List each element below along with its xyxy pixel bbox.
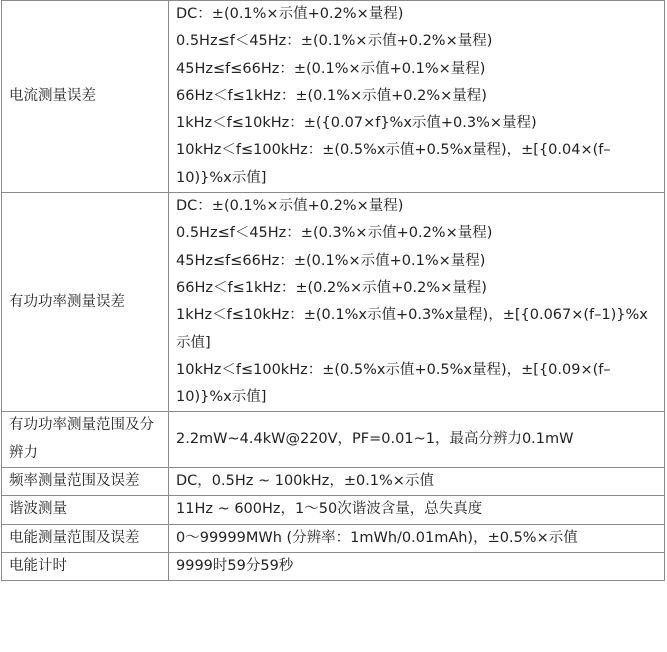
row-value-harmonics	[169, 496, 665, 524]
value-line: 0.5Hz≤f＜45Hz：±(0.1%×示值+0.2%×量程)	[176, 33, 493, 50]
row-label-active-power-range: 有功功率测量范围及分辨力	[2, 412, 169, 468]
table-row	[2, 1, 665, 193]
value-line: DC，0.5Hz ~ 100kHz，±0.1%×示值	[176, 473, 434, 490]
value-line: 11Hz ~ 600Hz，1～50次谐波含量，总失真度	[176, 501, 483, 518]
row-label-active-power-error: 有功功率测量误差	[2, 193, 169, 412]
spec-table	[1, 0, 665, 581]
row-label-energy: 电能测量范围及误差	[2, 524, 169, 552]
value-line: DC：±(0.1%×示值+0.2%×量程)	[176, 198, 404, 215]
row-value-energy	[169, 524, 665, 552]
row-label-energy-timing: 电能计时	[2, 552, 169, 580]
value-line: 1kHz＜f≤10kHz：±(0.1%x示值+0.3%x量程)，±[{0.067×(f–1)}%x示值]	[176, 307, 648, 351]
row-value-energy-timing	[169, 552, 665, 580]
table-row	[2, 468, 665, 496]
value-line: DC：±(0.1%×示值+0.2%×量程)	[176, 6, 404, 22]
table-row	[2, 496, 665, 524]
value-line: 9999时59分59秒	[176, 557, 294, 574]
row-label-harmonics: 谐波测量	[2, 496, 169, 524]
row-value-active-power-range	[169, 412, 665, 468]
value-line: 66Hz＜f≤1kHz：±(0.2%×示值+0.2%×量程)	[176, 279, 487, 296]
row-label-current-error: 电流测量误差	[2, 1, 169, 193]
table-row	[2, 552, 665, 580]
value-line: 66Hz＜f≤1kHz：±(0.1%×示值+0.2%×量程)	[176, 87, 487, 104]
value-line: 45Hz≤f≤66Hz：±(0.1%×示值+0.1%×量程)	[176, 60, 486, 77]
value-line: 2.2mW~4.4kW@220V，PF=0.01~1，最高分辨力0.1mW	[176, 431, 574, 448]
table-row	[2, 524, 665, 552]
value-line: 0～99999MWh (分辨率：1mWh/0.01mAh)，±0.5%×示值	[176, 529, 578, 546]
value-line: 10kHz＜f≤100kHz：±(0.5%x示值+0.5%x量程)，±[{0.04×(f–10)}%x示值]	[176, 142, 611, 186]
value-line: 45Hz≤f≤66Hz：±(0.1%×示值+0.1%×量程)	[176, 252, 486, 269]
row-value-current-error	[169, 1, 665, 193]
row-label-frequency: 频率测量范围及误差	[2, 468, 169, 496]
value-line: 0.5Hz≤f＜45Hz：±(0.3%×示值+0.2%×量程)	[176, 225, 493, 242]
row-value-frequency	[169, 468, 665, 496]
table-row	[2, 193, 665, 412]
value-line: 10kHz＜f≤100kHz：±(0.5%x示值+0.5%x量程)，±[{0.09×(f–10)}%x示值]	[176, 361, 611, 406]
value-line: 1kHz＜f≤10kHz：±({0.07×f}%x示值+0.3%×量程)	[176, 115, 537, 132]
table-row	[2, 412, 665, 468]
row-value-active-power-error	[169, 193, 665, 412]
